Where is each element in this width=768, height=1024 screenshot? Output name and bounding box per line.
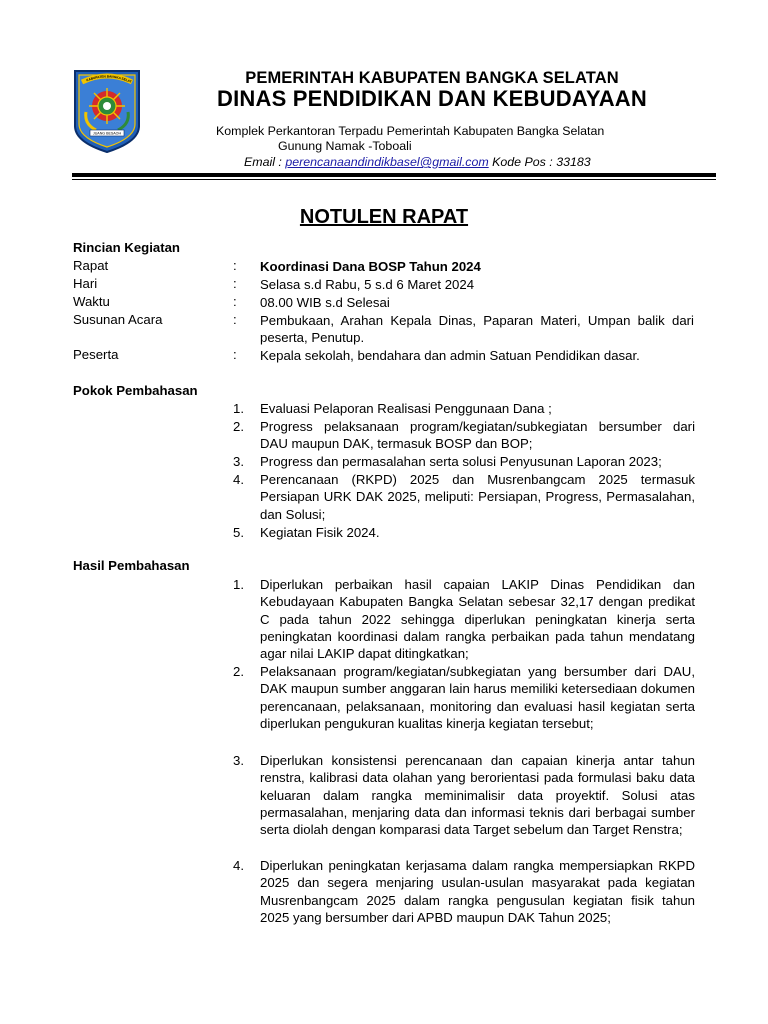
list-item xyxy=(233,471,695,523)
list-item xyxy=(233,453,695,470)
section-heading-rincian: Rincian Kegiatan xyxy=(73,240,180,255)
row-colon: : xyxy=(233,312,237,327)
list-item xyxy=(233,524,695,541)
row-value-peserta: Kepala sekolah, bendahara dan admin Satuan Pendidikan dasar. xyxy=(260,348,640,363)
letterhead-thick-rule xyxy=(72,173,716,177)
list-item xyxy=(233,663,695,732)
list-item-number: 4. xyxy=(233,472,244,487)
row-value-hari: Selasa s.d Rabu, 5 s.d 6 Maret 2024 xyxy=(260,277,475,292)
row-label-hari: Hari xyxy=(73,276,98,291)
section-heading-pokok: Pokok Pembahasan xyxy=(73,383,198,398)
row-colon: : xyxy=(233,276,237,291)
letterhead-thin-rule xyxy=(72,179,716,180)
list-item-number: 5. xyxy=(233,525,244,540)
list-item-text: Pelaksanaan program/kegiatan/subkegiatan yang bersumber dari DAU, DAK maupun sumber anggaran lain harus memiliki ketersediaan dokumen perencanaan, pelaksanaan, monitoring dan evaluasi hasil kegiatan serta diperlukan pengukuran kualitas kinerja kegiatan tersebut; xyxy=(260,664,695,731)
address-line-2: Gunung Namak -Toboali xyxy=(278,139,412,153)
list-item xyxy=(233,418,695,453)
row-label-peserta: Peserta xyxy=(73,347,119,362)
email-label: Email : xyxy=(244,155,286,169)
list-item-text: Diperlukan perbaikan hasil capaian LAKIP Dinas Pendidikan dan Kebudayaan Kabupaten Bangka Selatan sebesar 32,17 dengan predikat C pada tahun 2022 sehingga diperlukan peningkatan kinerja serta peningkatan koordinasi dalam rangka perbaikan pada tahun mendatang agar nilai LAKIP dapat ditingkatkan; xyxy=(260,577,695,662)
list-item xyxy=(233,752,695,838)
list-item-number: 3. xyxy=(233,454,244,469)
list-item-text: Progress dan permasalahan serta solusi Penyusunan Laporan 2023; xyxy=(260,454,662,469)
document-title: NOTULEN RAPAT xyxy=(299,206,469,228)
list-item-number: 2. xyxy=(233,664,244,679)
list-item xyxy=(233,400,695,417)
list-item xyxy=(233,576,695,662)
row-value-rapat: Koordinasi Dana BOSP Tahun 2024 xyxy=(260,259,481,274)
row-colon: : xyxy=(233,347,237,362)
address-line-1: Komplek Perkantoran Terpadu Pemerintah Kabupaten Bangka Selatan xyxy=(216,124,605,138)
row-label-susunan-acara: Susunan Acara xyxy=(73,312,163,327)
row-colon: : xyxy=(233,258,237,273)
regency-emblem-logo xyxy=(72,68,142,154)
list-item-text: Diperlukan konsistensi perencanaan dan capaian kinerja antar tahun renstra, kalibrasi data olahan yang berorientasi pada formulasi baku data keluaran dalam rangka meminimalisir data proyektif. Solusi atas permasalahan, menjaring data dan informasi teknis dari berbagai sumber serta diolah dengan komparasi data Target sebelum dan Target Renstra; xyxy=(260,753,695,838)
list-item-text: Evaluasi Pelaporan Realisasi Penggunaan Dana ; xyxy=(260,401,552,416)
row-label-rapat: Rapat xyxy=(73,258,109,273)
list-item-text: Kegiatan Fisik 2024. xyxy=(260,525,380,540)
postal-code: Kode Pos : 33183 xyxy=(488,155,591,169)
list-item-text: Progress pelaksanaan program/kegiatan/subkegiatan bersumber dari DAU maupun DAK, termasuk BOSP dan BOP; xyxy=(260,419,695,452)
list-item-number: 3. xyxy=(233,753,244,768)
row-value-waktu: 08.00 WIB s.d Selesai xyxy=(260,295,390,310)
row-label-waktu: Waktu xyxy=(73,294,110,309)
logo-arc-text: KABUPATEN BANGKA SELAT xyxy=(85,74,132,84)
logo-motto: JUANG BESAOH xyxy=(92,131,122,136)
list-item-number: 2. xyxy=(233,419,244,434)
government-name: PEMERINTAH KABUPATEN BANGKA SELATAN xyxy=(245,69,619,87)
list-item-text: Diperlukan peningkatan kerjasama dalam rangka mempersiapkan RKPD 2025 dan segera menjaring usulan-usulan masyarakat pada kegiatan Musrenbangcam 2025 dalam rangka pengusulan kegiatan fisik tahun 2025 yang bersumber dari APBD maupun DAK Tahun 2025; xyxy=(260,858,695,925)
email-link[interactable]: perencanaandindikbasel@gmail.com xyxy=(285,155,489,169)
agency-name: DINAS PENDIDIKAN DAN KEBUDAYAAN xyxy=(217,86,647,111)
section-heading-hasil: Hasil Pembahasan xyxy=(73,558,190,573)
list-item-number: 1. xyxy=(233,577,244,592)
list-item-text: Perencanaan (RKPD) 2025 dan Musrenbangcam 2025 termasuk Persiapan URK DAK 2025, meliputi: Persiapan, Progress, Permasalahan, dan Solusi; xyxy=(260,472,695,522)
list-item-number: 4. xyxy=(233,858,244,873)
list-item-number: 1. xyxy=(233,401,244,416)
row-colon: : xyxy=(233,294,237,309)
contact-line xyxy=(244,155,591,169)
row-value-susunan-acara: Pembukaan, Arahan Kepala Dinas, Paparan Materi, Umpan balik dari peserta, Penutup. xyxy=(260,313,694,345)
list-item xyxy=(233,857,695,926)
